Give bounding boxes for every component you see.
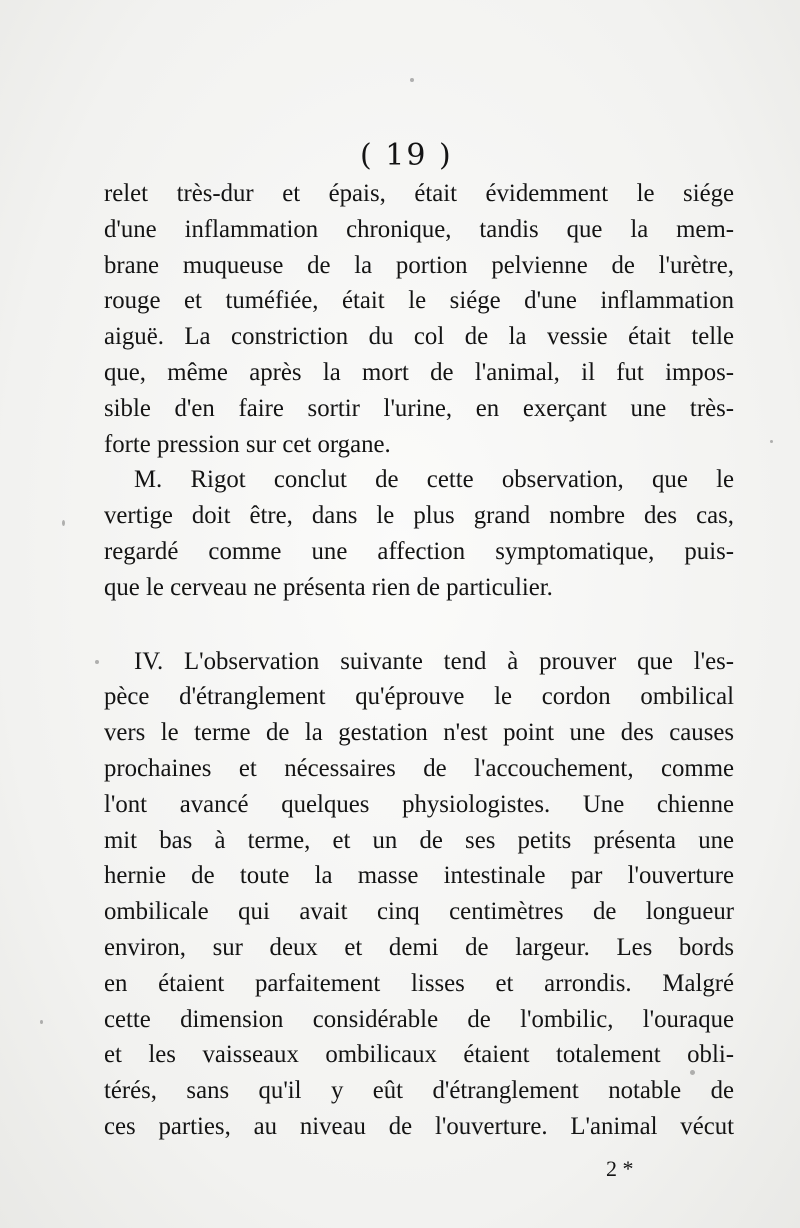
text-line: environ, sur deux et demi de largeur. Les bords: [104, 933, 734, 961]
text-line: l'ont avancé quelques physiologistes. Une chienne: [104, 790, 734, 818]
text-line: térés, sans qu'il y eût d'étranglement notable de: [104, 1077, 734, 1105]
text-line: aiguë. La constriction du col de la vessie était telle: [104, 323, 734, 351]
paper-speck: [62, 520, 65, 526]
text-line: vers le terme de la gestation n'est point une des causes: [104, 719, 734, 747]
text-line: hernie de toute la masse intestinale par l'ouverture: [104, 862, 734, 890]
page-number: ( 19 ): [360, 138, 453, 173]
text-line: IV. L'observation suivante tend à prouver que l'es-: [134, 647, 734, 675]
paper-speck: [690, 1070, 695, 1075]
text-line: d'une inflammation chronique, tandis que la mem-: [104, 215, 734, 243]
paper-speck: [40, 1020, 43, 1024]
text-line: mit bas à terme, et un de ses petits présenta une: [104, 826, 734, 854]
text-line: sible d'en faire sortir l'urine, en exerçant une très-: [104, 394, 734, 422]
paragraph-spacer: [104, 606, 734, 644]
text-line: pèce d'étranglement qu'éprouve le cordon ombilical: [104, 683, 734, 711]
paragraph-3: [104, 644, 734, 1145]
text-line: que le cerveau ne présenta rien de particulier.: [104, 573, 553, 601]
text-line: M. Rigot conclut de cette observation, que le: [134, 466, 734, 494]
text-line: que, même après la mort de l'animal, il fut impos-: [104, 358, 734, 386]
paper-speck: [770, 440, 773, 443]
text-line: regardé comme une affection symptomatique, puis-: [104, 537, 734, 565]
body-text: [104, 176, 734, 1145]
text-line: cette dimension considérable de l'ombilic, l'ouraque: [104, 1005, 734, 1033]
text-line: forte pression sur cet organe.: [104, 430, 391, 458]
text-line: vertige doit être, dans le plus grand nombre des cas,: [104, 502, 734, 530]
text-line: et les vaisseaux ombilicaux étaient totalement obli-: [104, 1041, 734, 1069]
text-line: ces parties, au niveau de l'ouverture. L'animal vécut: [104, 1112, 734, 1140]
paper-speck: [410, 78, 414, 82]
paragraph-1: [104, 176, 734, 462]
signature-mark: 2 *: [606, 1156, 634, 1181]
text-line: relet très-dur et épais, était évidemment le siége: [104, 180, 734, 207]
text-line: en étaient parfaitement lisses et arrondis. Malgré: [104, 969, 734, 997]
text-line: brane muqueuse de la portion pelvienne de l'urètre,: [104, 251, 734, 279]
paragraph-2: [104, 462, 734, 605]
text-line: prochaines et nécessaires de l'accouchement, comme: [104, 754, 734, 782]
paper-speck: [95, 660, 99, 664]
text-line: rouge et tuméfiée, était le siége d'une inflammation: [104, 287, 734, 315]
text-line: ombilicale qui avait cinq centimètres de longueur: [104, 898, 734, 926]
